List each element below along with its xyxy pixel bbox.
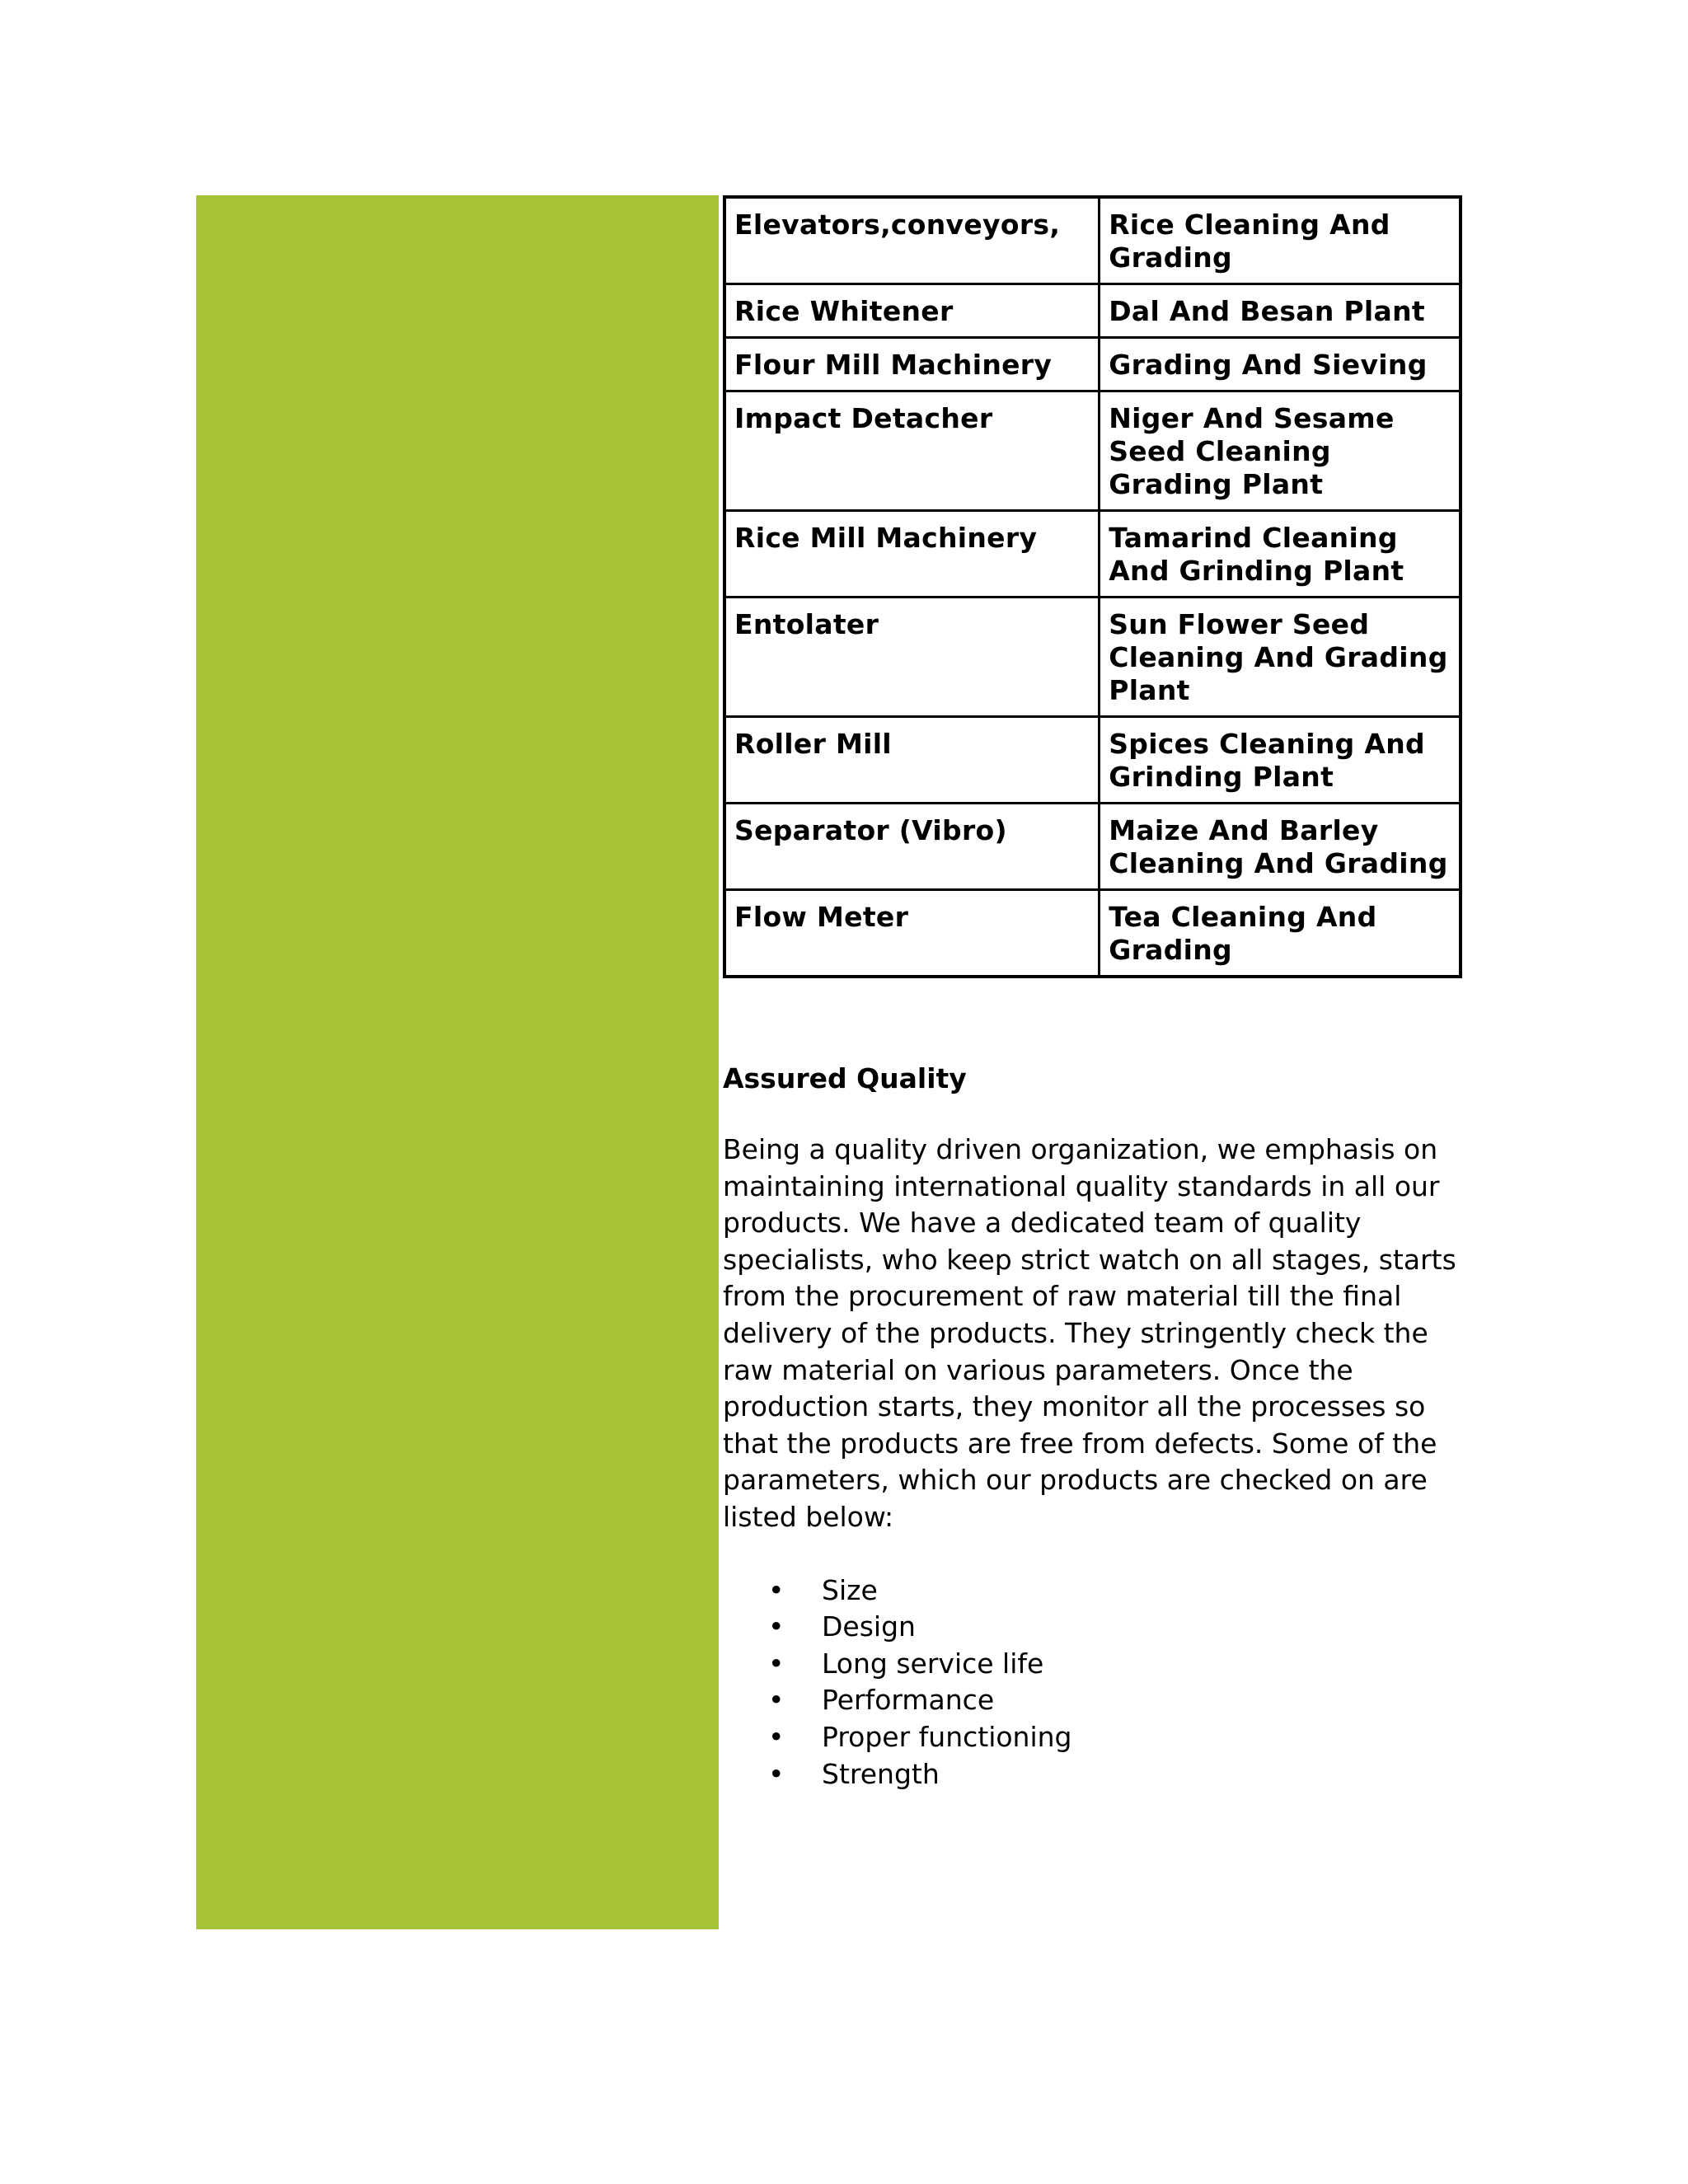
list-item-label: Long service life bbox=[822, 1647, 1044, 1680]
list-item bbox=[723, 1682, 1465, 1719]
table-cell: Elevators,conveyors, bbox=[724, 197, 1100, 284]
table-row bbox=[724, 284, 1461, 338]
green-side-panel bbox=[196, 195, 719, 1929]
table-cell: Flow Meter bbox=[724, 890, 1100, 977]
list-item-label: Performance bbox=[822, 1684, 995, 1717]
list-item-label: Design bbox=[822, 1610, 916, 1643]
table-row bbox=[724, 890, 1461, 977]
table-cell: Roller Mill bbox=[724, 717, 1100, 804]
main-content bbox=[723, 195, 1465, 1793]
table-cell: Entolater bbox=[724, 598, 1100, 717]
table-cell: Impact Detacher bbox=[724, 391, 1100, 511]
table-cell: Grading And Sieving bbox=[1100, 338, 1461, 391]
bullet-icon: • bbox=[768, 1684, 785, 1717]
products-table bbox=[723, 195, 1462, 978]
table-cell: Flour Mill Machinery bbox=[724, 338, 1100, 391]
table-row bbox=[724, 717, 1461, 804]
parameters-list bbox=[723, 1572, 1465, 1793]
bullet-icon: • bbox=[768, 1720, 785, 1753]
table-cell: Rice Whitener bbox=[724, 284, 1100, 338]
list-item-label: Proper functioning bbox=[822, 1720, 1072, 1753]
bullet-icon: • bbox=[768, 1647, 785, 1680]
list-item bbox=[723, 1756, 1465, 1793]
table-cell: Dal And Besan Plant bbox=[1100, 284, 1461, 338]
table-cell: Rice Mill Machinery bbox=[724, 511, 1100, 598]
table-cell: Tea Cleaning And Grading bbox=[1100, 890, 1461, 977]
section-title: Assured Quality bbox=[723, 1062, 967, 1094]
table-cell: Sun Flower Seed Cleaning And Grading Plant bbox=[1100, 598, 1461, 717]
table-row bbox=[724, 391, 1461, 511]
table-row bbox=[724, 197, 1461, 284]
list-item bbox=[723, 1646, 1465, 1683]
table-cell: Maize And Barley Cleaning And Grading bbox=[1100, 804, 1461, 890]
table-row bbox=[724, 598, 1461, 717]
table-cell: Spices Cleaning And Grinding Plant bbox=[1100, 717, 1461, 804]
list-item-label: Size bbox=[822, 1573, 878, 1606]
table-cell: Niger And Sesame Seed Cleaning Grading Plant bbox=[1100, 391, 1461, 511]
table-cell: Tamarind Cleaning And Grinding Plant bbox=[1100, 511, 1461, 598]
bullet-icon: • bbox=[768, 1757, 785, 1790]
table-cell: Separator (Vibro) bbox=[724, 804, 1100, 890]
bullet-icon: • bbox=[768, 1573, 785, 1606]
list-item bbox=[723, 1719, 1465, 1756]
table-row bbox=[724, 511, 1461, 598]
bullet-icon: • bbox=[768, 1610, 785, 1643]
quality-paragraph: Being a quality driven organization, we emphasis on maintaining international quality standards in all our products. We have a dedicated team of quality specialists, who keep strict watch on all stages, starts from the procurement of raw material till the final delivery of the products. They stringently check the raw material on various parameters. Once the production starts, they monitor all the processes so that the products are free from defects. Some of the parameters, which our products are checked on are listed below: bbox=[723, 1133, 1456, 1533]
list-item bbox=[723, 1572, 1465, 1610]
table-row bbox=[724, 338, 1461, 391]
table-row bbox=[724, 804, 1461, 890]
list-item-label: Strength bbox=[822, 1757, 940, 1790]
list-item bbox=[723, 1609, 1465, 1646]
table-cell: Rice Cleaning And Grading bbox=[1100, 197, 1461, 284]
